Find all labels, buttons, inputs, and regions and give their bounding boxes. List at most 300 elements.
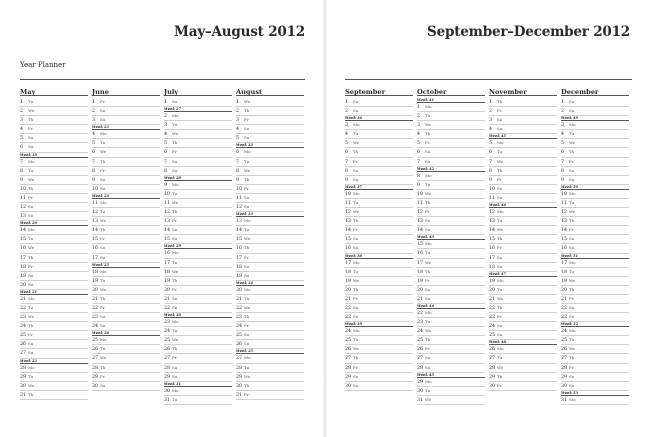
weekday: Tu bbox=[100, 140, 106, 146]
day-number: 24 bbox=[489, 324, 496, 330]
weekday: Fr bbox=[100, 167, 105, 173]
weekday: Sa bbox=[244, 263, 250, 269]
day-row bbox=[20, 254, 88, 263]
weekday: We bbox=[28, 245, 35, 251]
day-number: 31 bbox=[236, 392, 243, 398]
day-row bbox=[345, 139, 413, 148]
day-number: 10 bbox=[345, 191, 352, 197]
weekday: Mo bbox=[244, 355, 251, 361]
weekday: Tu bbox=[569, 131, 575, 137]
day-row bbox=[489, 277, 557, 286]
weekday: Su bbox=[497, 332, 503, 338]
day-number: 5 bbox=[345, 141, 349, 147]
day-number: 19 bbox=[164, 278, 171, 284]
weekday: Sa bbox=[569, 99, 575, 104]
day-row bbox=[164, 286, 232, 295]
day-row bbox=[20, 313, 88, 322]
weekday: Mo bbox=[353, 190, 360, 196]
day-number: 30 bbox=[164, 388, 171, 394]
weekday: Mo bbox=[569, 259, 576, 265]
day-row bbox=[417, 259, 485, 268]
day-row bbox=[20, 331, 88, 340]
month-column bbox=[345, 88, 413, 391]
weekday: Th bbox=[244, 245, 250, 251]
day-row bbox=[20, 185, 88, 194]
day-row bbox=[489, 167, 557, 176]
weekday: Th bbox=[425, 268, 431, 274]
weekday: Mo bbox=[28, 158, 35, 164]
day-row bbox=[345, 327, 413, 336]
page-title: September–December 2012 bbox=[427, 24, 630, 40]
weekday: Su bbox=[353, 108, 359, 114]
day-number: 1 bbox=[92, 100, 96, 105]
weekday: Su bbox=[100, 323, 106, 329]
day-number: 9 bbox=[164, 182, 168, 188]
day-row bbox=[489, 286, 557, 295]
day-number: 21 bbox=[489, 296, 496, 302]
day-row bbox=[164, 304, 232, 313]
day-number: 25 bbox=[20, 333, 27, 339]
day-number: 2 bbox=[345, 109, 349, 115]
day-number: 3 bbox=[345, 123, 349, 129]
day-number: 2 bbox=[92, 109, 96, 115]
weekday: Su bbox=[28, 281, 34, 287]
day-number: 16 bbox=[417, 251, 424, 257]
day-number: 7 bbox=[417, 159, 421, 165]
week-marker: Week 29 bbox=[164, 244, 232, 249]
day-number: 17 bbox=[20, 255, 27, 261]
day-number: 9 bbox=[345, 177, 349, 183]
day-number: 16 bbox=[20, 246, 27, 252]
day-number: 10 bbox=[236, 186, 243, 192]
day-number: 27 bbox=[561, 356, 568, 362]
day-number: 28 bbox=[561, 365, 568, 371]
day-row bbox=[561, 130, 629, 139]
day-number: 8 bbox=[489, 168, 493, 174]
day-row bbox=[20, 272, 88, 281]
weekday: Th bbox=[497, 99, 503, 104]
day-number: 27 bbox=[20, 351, 27, 357]
day-number: 23 bbox=[561, 315, 568, 321]
day-row bbox=[236, 158, 304, 167]
month-column bbox=[92, 88, 160, 391]
weekday: We bbox=[569, 346, 576, 352]
day-row bbox=[561, 98, 629, 107]
day-number: 13 bbox=[92, 219, 99, 225]
day-row bbox=[489, 217, 557, 226]
day-number: 31 bbox=[20, 392, 27, 398]
weekday: Mo bbox=[353, 328, 360, 334]
weekday: Th bbox=[497, 167, 503, 173]
day-number: 26 bbox=[20, 342, 27, 348]
weekday: Su bbox=[353, 245, 359, 251]
day-row bbox=[20, 235, 88, 244]
day-row bbox=[20, 116, 88, 125]
week-marker: Week 49 bbox=[561, 116, 629, 121]
weekday: Fr bbox=[28, 332, 33, 338]
day-row bbox=[20, 281, 88, 290]
weekday: We bbox=[353, 346, 360, 352]
week-marker: Week 37 bbox=[345, 185, 413, 190]
day-number: 13 bbox=[236, 219, 243, 225]
weekday: We bbox=[569, 140, 576, 146]
day-number: 17 bbox=[561, 260, 568, 266]
day-row bbox=[236, 354, 304, 363]
day-row bbox=[417, 336, 485, 345]
day-number: 27 bbox=[417, 356, 424, 362]
weekday: Tu bbox=[172, 190, 178, 196]
weekday: Su bbox=[100, 117, 106, 123]
day-row bbox=[236, 331, 304, 340]
week-marker: Week 21 bbox=[20, 290, 88, 295]
weekday: We bbox=[172, 131, 179, 137]
day-number: 29 bbox=[561, 374, 568, 380]
day-row bbox=[92, 295, 160, 304]
weekday: Su bbox=[569, 382, 575, 388]
day-row bbox=[236, 134, 304, 143]
weekday: Th bbox=[172, 209, 178, 215]
day-row bbox=[236, 125, 304, 134]
day-number: 23 bbox=[417, 320, 424, 326]
weekday: Sa bbox=[425, 149, 431, 155]
week-marker: Week 50 bbox=[561, 185, 629, 190]
weekday: Fr bbox=[353, 158, 358, 164]
day-number: 5 bbox=[236, 136, 240, 142]
day-number: 7 bbox=[92, 159, 96, 165]
week-marker: Week 45 bbox=[489, 134, 557, 139]
day-number: 19 bbox=[92, 278, 99, 284]
day-number: 13 bbox=[164, 219, 171, 225]
day-row bbox=[417, 103, 485, 112]
day-row bbox=[489, 382, 557, 391]
weekday: Th bbox=[425, 199, 431, 205]
weekday: Sa bbox=[569, 167, 575, 173]
day-row bbox=[489, 208, 557, 217]
day-row bbox=[92, 139, 160, 148]
weekday: Th bbox=[353, 149, 359, 155]
day-number: 2 bbox=[561, 109, 565, 115]
day-row bbox=[417, 112, 485, 121]
weekday: Tu bbox=[425, 250, 431, 256]
week-marker: Week 47 bbox=[489, 272, 557, 277]
month-column bbox=[20, 88, 88, 400]
week-marker: Week 25 bbox=[92, 263, 160, 268]
day-row bbox=[561, 208, 629, 217]
weekday: Sa bbox=[353, 167, 359, 173]
day-number: 28 bbox=[20, 365, 27, 371]
weekday: We bbox=[425, 190, 432, 196]
weekday: Fr bbox=[497, 176, 502, 182]
day-row bbox=[20, 98, 88, 107]
weekday: Th bbox=[244, 108, 250, 114]
day-number: 26 bbox=[417, 347, 424, 353]
day-number: 10 bbox=[20, 186, 27, 192]
day-number: 25 bbox=[345, 338, 352, 344]
weekday: Th bbox=[100, 295, 106, 301]
day-row bbox=[20, 322, 88, 331]
weekday: Tu bbox=[172, 396, 178, 402]
weekday: Sa bbox=[172, 295, 178, 301]
week-marker: Week 43 bbox=[417, 235, 485, 240]
day-row bbox=[489, 235, 557, 244]
weekday: Su bbox=[100, 185, 106, 191]
day-number: 3 bbox=[164, 123, 168, 129]
weekday: We bbox=[28, 314, 35, 320]
weekday: Fr bbox=[569, 158, 574, 164]
weekday: Tu bbox=[497, 286, 503, 292]
day-number: 17 bbox=[489, 255, 496, 261]
weekday: Th bbox=[244, 382, 250, 388]
day-number: 25 bbox=[417, 338, 424, 344]
day-number: 14 bbox=[561, 228, 568, 234]
day-number: 9 bbox=[561, 177, 565, 183]
day-row bbox=[92, 217, 160, 226]
day-row bbox=[345, 345, 413, 354]
weekday: Tu bbox=[28, 304, 34, 310]
weekday: Tu bbox=[497, 218, 503, 224]
day-row bbox=[236, 116, 304, 125]
day-row bbox=[345, 217, 413, 226]
day-number: 20 bbox=[20, 282, 27, 288]
day-number: 29 bbox=[92, 374, 99, 380]
day-row bbox=[236, 244, 304, 253]
weekday: Th bbox=[353, 286, 359, 292]
weekday: Th bbox=[172, 346, 178, 352]
week-marker: Week 31 bbox=[164, 382, 232, 387]
day-number: 19 bbox=[345, 278, 352, 284]
day-number: 27 bbox=[92, 356, 99, 362]
day-row bbox=[92, 226, 160, 235]
day-number: 10 bbox=[92, 186, 99, 192]
day-number: 18 bbox=[489, 264, 496, 270]
day-number: 1 bbox=[561, 100, 565, 105]
weekday: Mo bbox=[244, 149, 251, 155]
weekday: Tu bbox=[425, 387, 431, 393]
day-row bbox=[561, 336, 629, 345]
day-row bbox=[20, 176, 88, 185]
weekday: Tu bbox=[28, 373, 34, 379]
week-marker: Week 52 bbox=[561, 322, 629, 327]
day-number: 9 bbox=[20, 177, 24, 183]
day-number: 29 bbox=[417, 379, 424, 385]
weekday: Sa bbox=[497, 117, 503, 123]
day-number: 28 bbox=[236, 365, 243, 371]
month-column bbox=[236, 88, 304, 400]
day-row bbox=[561, 268, 629, 277]
day-number: 8 bbox=[164, 168, 168, 174]
day-number: 8 bbox=[236, 168, 240, 174]
day-row bbox=[236, 304, 304, 313]
weekday: We bbox=[425, 396, 432, 402]
day-number: 13 bbox=[20, 214, 27, 220]
day-number: 16 bbox=[345, 246, 352, 252]
day-row bbox=[417, 240, 485, 249]
day-number: 15 bbox=[561, 237, 568, 243]
day-row bbox=[345, 235, 413, 244]
weekday: Mo bbox=[569, 122, 576, 128]
weekday: Su bbox=[244, 272, 250, 278]
day-number: 18 bbox=[236, 264, 243, 270]
day-row bbox=[164, 336, 232, 345]
weekday: Su bbox=[172, 99, 178, 104]
day-row bbox=[561, 107, 629, 116]
day-number: 5 bbox=[417, 141, 421, 147]
weekday: Fr bbox=[100, 236, 105, 242]
day-number: 21 bbox=[164, 296, 171, 302]
weekday: We bbox=[497, 295, 504, 301]
day-row bbox=[92, 244, 160, 253]
week-marker: Week 46 bbox=[489, 203, 557, 208]
weekday: Th bbox=[100, 364, 106, 370]
weekday: Mo bbox=[244, 218, 251, 224]
day-number: 16 bbox=[561, 246, 568, 252]
day-number: 12 bbox=[236, 205, 243, 211]
day-row bbox=[164, 277, 232, 286]
weekday: Sa bbox=[244, 194, 250, 200]
day-row bbox=[164, 139, 232, 148]
day-number: 10 bbox=[417, 191, 424, 197]
day-number: 14 bbox=[92, 228, 99, 234]
day-row bbox=[236, 254, 304, 263]
day-row bbox=[561, 277, 629, 286]
weekday: Th bbox=[28, 254, 34, 260]
week-marker: Week 28 bbox=[164, 176, 232, 181]
day-number: 30 bbox=[417, 388, 424, 394]
day-number: 2 bbox=[236, 109, 240, 115]
day-row bbox=[561, 259, 629, 268]
weekday: Sa bbox=[28, 341, 34, 347]
weekday: Tu bbox=[100, 277, 106, 283]
weekday: Mo bbox=[172, 113, 179, 119]
day-row bbox=[92, 176, 160, 185]
day-row bbox=[164, 387, 232, 396]
day-row bbox=[489, 254, 557, 263]
day-row bbox=[345, 313, 413, 322]
day-number: 18 bbox=[92, 269, 99, 275]
day-number: 7 bbox=[489, 159, 493, 165]
weekday: Th bbox=[28, 391, 34, 397]
week-marker: Week 45 bbox=[417, 373, 485, 378]
day-row bbox=[489, 295, 557, 304]
day-row bbox=[164, 208, 232, 217]
day-number: 28 bbox=[164, 365, 171, 371]
day-number: 30 bbox=[345, 383, 352, 389]
day-number: 28 bbox=[489, 365, 496, 371]
day-row bbox=[92, 148, 160, 157]
day-row bbox=[164, 235, 232, 244]
weekday: We bbox=[569, 209, 576, 215]
weekday: We bbox=[353, 209, 360, 215]
day-row bbox=[236, 364, 304, 373]
day-row bbox=[417, 295, 485, 304]
day-number: 14 bbox=[20, 228, 27, 234]
day-number: 20 bbox=[236, 287, 243, 293]
day-number: 6 bbox=[417, 150, 421, 156]
day-row bbox=[345, 148, 413, 157]
day-row bbox=[164, 345, 232, 354]
day-row bbox=[20, 107, 88, 116]
week-marker: Week 36 bbox=[345, 116, 413, 121]
day-row bbox=[561, 286, 629, 295]
weekday: Su bbox=[172, 167, 178, 173]
day-row bbox=[417, 130, 485, 139]
weekday: Th bbox=[353, 218, 359, 224]
weekday: We bbox=[353, 140, 360, 146]
day-row bbox=[489, 345, 557, 354]
weekday: Sa bbox=[172, 158, 178, 164]
day-row bbox=[236, 382, 304, 391]
day-row bbox=[345, 199, 413, 208]
day-number: 7 bbox=[236, 159, 240, 165]
day-row bbox=[561, 345, 629, 354]
day-row bbox=[164, 181, 232, 190]
weekday: Mo bbox=[425, 172, 432, 178]
weekday: Su bbox=[569, 108, 575, 114]
day-row bbox=[236, 286, 304, 295]
weekday: Th bbox=[353, 355, 359, 361]
day-row bbox=[345, 382, 413, 391]
day-number: 3 bbox=[417, 123, 421, 129]
day-number: 29 bbox=[164, 374, 171, 380]
day-number: 26 bbox=[561, 347, 568, 353]
day-number: 4 bbox=[345, 132, 349, 138]
day-number: 23 bbox=[489, 315, 496, 321]
day-row bbox=[92, 364, 160, 373]
day-row bbox=[236, 167, 304, 176]
day-number: 28 bbox=[345, 365, 352, 371]
day-number: 31 bbox=[164, 397, 171, 403]
weekday: Fr bbox=[172, 218, 177, 224]
weekday: Tu bbox=[172, 122, 178, 128]
day-number: 30 bbox=[236, 383, 243, 389]
day-number: 1 bbox=[236, 100, 240, 105]
week-marker: Week 39 bbox=[345, 322, 413, 327]
weekday: We bbox=[172, 199, 179, 205]
weekday: Fr bbox=[172, 149, 177, 155]
weekday: Su bbox=[425, 227, 431, 233]
week-marker: Week 22 bbox=[20, 359, 88, 364]
weekday: We bbox=[244, 373, 251, 379]
day-number: 12 bbox=[164, 210, 171, 216]
weekday: Tu bbox=[244, 364, 250, 370]
weekday: Sa bbox=[353, 373, 359, 379]
day-row bbox=[417, 268, 485, 277]
day-number: 20 bbox=[164, 287, 171, 293]
weekday: We bbox=[172, 337, 179, 343]
weekday: Th bbox=[244, 314, 250, 320]
week-marker: Week 27 bbox=[164, 107, 232, 112]
weekday: Fr bbox=[28, 263, 33, 269]
day-number: 11 bbox=[489, 195, 496, 201]
day-row bbox=[164, 354, 232, 363]
weekday: Sa bbox=[100, 245, 106, 251]
day-row bbox=[489, 313, 557, 322]
weekday: Su bbox=[425, 158, 431, 164]
day-row bbox=[92, 382, 160, 391]
day-row bbox=[417, 226, 485, 235]
weekday: Mo bbox=[497, 277, 504, 283]
day-number: 21 bbox=[20, 296, 27, 302]
day-row bbox=[92, 107, 160, 116]
day-number: 6 bbox=[236, 150, 240, 156]
day-row bbox=[92, 322, 160, 331]
day-row bbox=[92, 286, 160, 295]
weekday: Th bbox=[28, 323, 34, 329]
weekday: Mo bbox=[28, 364, 35, 370]
day-number: 30 bbox=[489, 383, 496, 389]
day-row bbox=[417, 387, 485, 396]
day-number: 22 bbox=[92, 305, 99, 311]
